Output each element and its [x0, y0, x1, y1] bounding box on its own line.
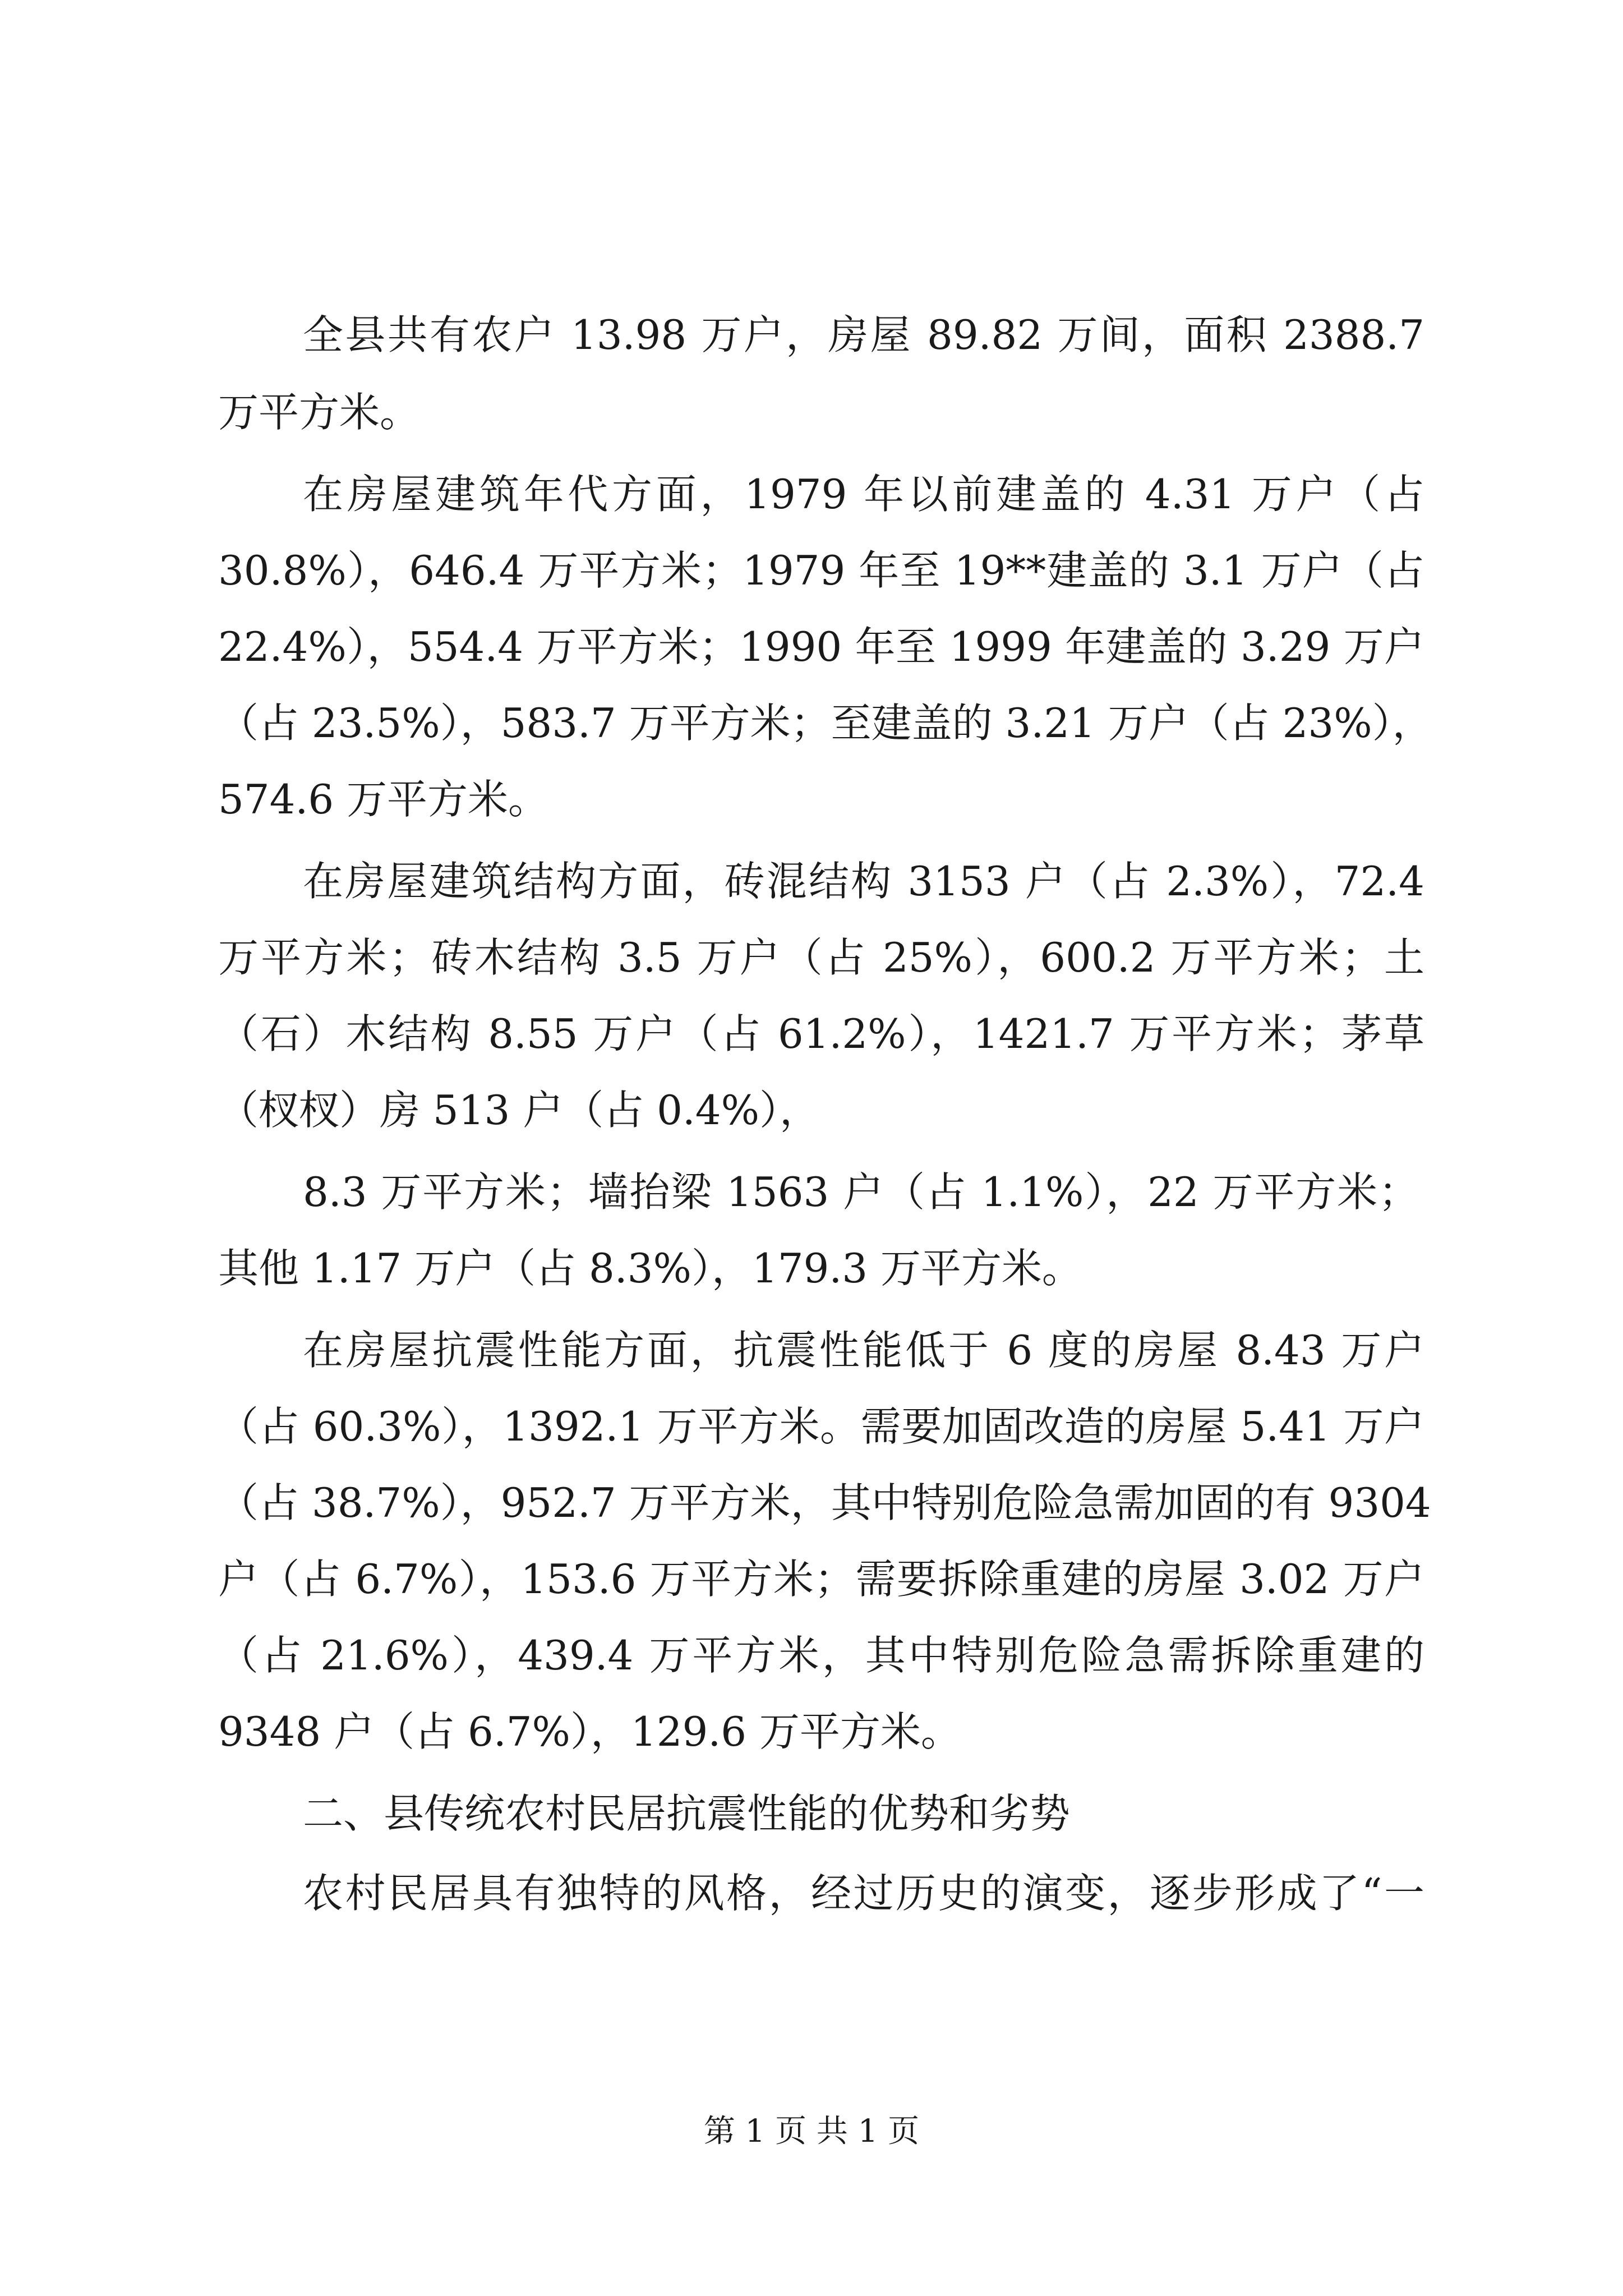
section-heading: 二、县传统农村民居抗震性能的优势和劣势	[303, 1790, 1071, 1837]
paragraph-5-line-2: （占 60.3%），1392.1 万平方米。需要加固改造的房屋 5.41 万户	[218, 1403, 1424, 1450]
paragraph-5-line-1: 在房屋抗震性能方面，抗震性能低于 6 度的房屋 8.43 万户	[303, 1327, 1424, 1374]
paragraph-4-line-1: 8.3 万平方米；墙抬梁 1563 户（占 1.1%），22 万平方米；	[303, 1168, 1419, 1216]
paragraph-5-line-4: 户（占 6.7%），153.6 万平方米；需要拆除重建的房屋 3.02 万户	[218, 1556, 1424, 1603]
paragraph-2-line-5: 574.6 万平方米。	[218, 776, 549, 823]
page-footer: 第 1 页 共 1 页	[703, 2113, 920, 2150]
paragraph-3-line-3: （石）木结构 8.55 万户（占 61.2%），1421.7 万平方米；茅草	[218, 1010, 1424, 1057]
paragraph-2-line-3: 22.4%），554.4 万平方米；1990 年至 1999 年建盖的 3.29 万户	[218, 623, 1424, 670]
paragraph-3-line-4: （杈杈）房 513 户（占 0.4%），	[218, 1087, 820, 1134]
paragraph-3-line-2: 万平方米；砖木结构 3.5 万户（占 25%），600.2 万平方米；土	[218, 934, 1424, 981]
paragraph-1-line-1: 全县共有农户 13.98 万户，房屋 89.82 万间，面积 2388.7	[303, 311, 1424, 358]
paragraph-5-line-5: （占 21.6%），439.4 万平方米，其中特别危险急需拆除重建的	[218, 1632, 1424, 1679]
paragraph-3-line-1: 在房屋建筑结构方面，砖混结构 3153 户（占 2.3%），72.4	[303, 858, 1424, 905]
paragraph-2-line-1: 在房屋建筑年代方面，1979 年以前建盖的 4.31 万户（占	[303, 471, 1424, 518]
paragraph-1-line-2: 万平方米。	[218, 389, 421, 436]
paragraph-2-line-2: 30.8%），646.4 万平方米；1979 年至 19**建盖的 3.1 万户（占	[218, 547, 1424, 594]
paragraph-5-line-6: 9348 户（占 6.7%），129.6 万平方米。	[218, 1708, 961, 1755]
paragraph-6-line-1: 农村民居具有独特的风格，经过历史的演变，逐步形成了“一	[303, 1870, 1424, 1917]
paragraph-2-line-4: （占 23.5%），583.7 万平方米；至建盖的 3.21 万户（占 23%），	[218, 700, 1433, 747]
paragraph-5-line-3: （占 38.7%），952.7 万平方米，其中特别危险急需加固的有 9304	[218, 1479, 1431, 1526]
paragraph-4-line-2: 其他 1.17 万户（占 8.3%），179.3 万平方米。	[218, 1245, 1082, 1292]
